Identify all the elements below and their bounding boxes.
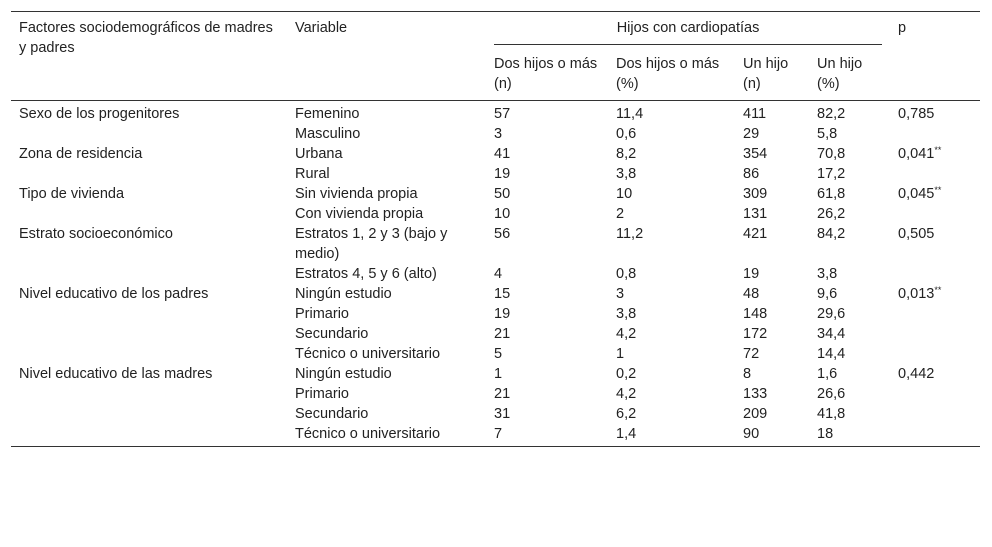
cell-v2: 3,8 (616, 306, 637, 322)
cell-v2: 0,6 (616, 126, 637, 142)
cell-v4: 70,8 (817, 146, 846, 162)
cell-v4: 26,2 (817, 206, 846, 222)
cell-variable: Primario (295, 306, 349, 322)
cell-p (890, 344, 980, 364)
table-body (11, 101, 980, 447)
cell-p (890, 264, 980, 284)
cell-variable: Sin vivienda propia (295, 186, 418, 202)
cell-v1: 56 (494, 226, 511, 242)
cell-v1: 10 (494, 206, 511, 222)
cell-v2: 10 (616, 186, 633, 202)
cell-v3: 148 (743, 306, 768, 322)
cell-v2: 8,2 (616, 146, 637, 162)
cell-v2: 2 (616, 206, 625, 222)
cell-v1: 57 (494, 106, 511, 122)
cell-variable: Ningún estudio (295, 286, 392, 302)
cell-v1: 21 (494, 326, 511, 342)
cell-variable: Femenino (295, 106, 360, 122)
cell-v4: 61,8 (817, 186, 846, 202)
cell-factor (11, 204, 287, 224)
table-row (11, 124, 980, 144)
cell-v3: 90 (743, 426, 760, 442)
table-row (11, 324, 980, 344)
cell-v1: 21 (494, 386, 511, 402)
cell-variable: Masculino (295, 126, 361, 142)
cell-p (890, 324, 980, 344)
table-row (11, 424, 980, 447)
sociodemographic-table (11, 11, 980, 447)
cell-v2: 3,8 (616, 166, 637, 182)
cell-variable: Ningún estudio (295, 366, 392, 382)
cell-p (890, 404, 980, 424)
cell-v1: 50 (494, 186, 511, 202)
cell-variable: Secundario (295, 326, 369, 342)
cell-variable: Estratos 1, 2 y 3 (bajo y medio) (295, 226, 448, 262)
table-row (11, 344, 980, 364)
cell-factor (11, 264, 287, 284)
cell-v4: 84,2 (817, 226, 846, 242)
cell-p (890, 164, 980, 184)
cell-v4: 3,8 (817, 266, 838, 282)
p-value: 0,785 (898, 106, 935, 122)
header-variable: Variable (295, 20, 348, 36)
cell-factor: Sexo de los progenitores (19, 106, 180, 122)
cell-factor: Nivel educativo de las madres (19, 366, 213, 382)
cell-v2: 1,4 (616, 426, 637, 442)
table-row (11, 264, 980, 284)
cell-p (890, 424, 980, 447)
data-table-container (11, 11, 980, 447)
cell-v2: 4,2 (616, 386, 637, 402)
cell-p (890, 384, 980, 404)
cell-factor (11, 344, 287, 364)
cell-factor (11, 404, 287, 424)
cell-variable: Estratos 4, 5 y 6 (alto) (295, 266, 437, 282)
p-value: 0,505 (898, 226, 935, 242)
header-sub-2: Dos hijos o más (%) (616, 56, 720, 92)
cell-p (890, 184, 980, 204)
cell-p (890, 284, 980, 304)
cell-variable: Técnico o universitario (295, 426, 441, 442)
header-sub-3: Un hijo (n) (743, 56, 789, 92)
cell-factor (11, 164, 287, 184)
cell-v1: 3 (494, 126, 503, 142)
header-group-label: Hijos con cardiopatías (494, 18, 882, 45)
table-row (11, 284, 980, 304)
cell-v4: 29,6 (817, 306, 846, 322)
table-row (11, 164, 980, 184)
cell-variable: Con vivienda propia (295, 206, 424, 222)
header-group (486, 12, 890, 52)
cell-v3: 411 (743, 106, 767, 122)
cell-v3: 19 (743, 266, 760, 282)
cell-v4: 14,4 (817, 346, 846, 362)
cell-factor (11, 124, 287, 144)
table-row (11, 204, 980, 224)
cell-v1: 5 (494, 346, 503, 362)
cell-v1: 15 (494, 286, 511, 302)
cell-variable: Primario (295, 386, 349, 402)
cell-v4: 18 (817, 426, 834, 442)
cell-variable: Urbana (295, 146, 343, 162)
cell-v3: 421 (743, 226, 768, 242)
cell-factor (11, 304, 287, 324)
table-row (11, 101, 980, 125)
cell-v1: 19 (494, 306, 511, 322)
cell-v3: 86 (743, 166, 760, 182)
table-row (11, 404, 980, 424)
cell-v1: 31 (494, 406, 511, 422)
significance-mark: ** (934, 145, 942, 155)
table-row (11, 144, 980, 164)
cell-v3: 48 (743, 286, 760, 302)
table-row (11, 224, 980, 264)
table-row (11, 364, 980, 384)
cell-v1: 1 (494, 366, 503, 382)
cell-v3: 172 (743, 326, 768, 342)
table-row (11, 384, 980, 404)
cell-v4: 17,2 (817, 166, 846, 182)
cell-v4: 5,8 (817, 126, 838, 142)
cell-factor (11, 324, 287, 344)
cell-v1: 7 (494, 426, 503, 442)
cell-v4: 34,4 (817, 326, 846, 342)
cell-factor: Nivel educativo de los padres (19, 286, 209, 302)
cell-v4: 1,6 (817, 366, 838, 382)
header-sub-4: Un hijo (%) (817, 56, 863, 92)
cell-v4: 41,8 (817, 406, 846, 422)
cell-v3: 133 (743, 386, 768, 402)
cell-variable: Técnico o universitario (295, 346, 441, 362)
cell-v2: 1 (616, 346, 625, 362)
cell-v1: 19 (494, 166, 511, 182)
cell-v2: 3 (616, 286, 625, 302)
cell-v3: 309 (743, 186, 768, 202)
cell-v4: 26,6 (817, 386, 846, 402)
significance-mark: ** (934, 185, 942, 195)
cell-v3: 8 (743, 366, 752, 382)
table-row (11, 304, 980, 324)
cell-p (890, 204, 980, 224)
cell-p (890, 101, 980, 125)
cell-factor: Zona de residencia (19, 146, 143, 162)
cell-factor: Estrato socioeconómico (19, 226, 173, 242)
cell-v2: 0,8 (616, 266, 637, 282)
cell-p (890, 144, 980, 164)
cell-factor (11, 424, 287, 447)
cell-p (890, 364, 980, 384)
cell-p (890, 304, 980, 324)
p-value: 0,045 (898, 186, 935, 202)
cell-v2: 4,2 (616, 326, 637, 342)
header-sub-1: Dos hijos o más (n) (494, 56, 598, 92)
cell-v4: 82,2 (817, 106, 846, 122)
cell-v3: 131 (743, 206, 768, 222)
cell-p (890, 224, 980, 264)
cell-v2: 11,4 (616, 106, 644, 122)
cell-v2: 6,2 (616, 406, 637, 422)
cell-v3: 209 (743, 406, 768, 422)
cell-v2: 0,2 (616, 366, 637, 382)
header-factor: Factores sociodemográficos de madres y padres (19, 20, 273, 56)
cell-v3: 29 (743, 126, 760, 142)
cell-factor (11, 384, 287, 404)
p-value: 0,442 (898, 366, 935, 382)
cell-variable: Rural (295, 166, 330, 182)
cell-factor: Tipo de vivienda (19, 186, 125, 202)
cell-v3: 354 (743, 146, 768, 162)
cell-v4: 9,6 (817, 286, 838, 302)
cell-v2: 11,2 (616, 226, 644, 242)
cell-variable: Secundario (295, 406, 369, 422)
p-value: 0,013 (898, 286, 935, 302)
cell-p (890, 124, 980, 144)
table-row (11, 184, 980, 204)
table-header (11, 12, 980, 101)
header-p: p (898, 20, 907, 36)
p-value: 0,041 (898, 146, 935, 162)
cell-v3: 72 (743, 346, 760, 362)
significance-mark: ** (934, 285, 942, 295)
cell-v1: 41 (494, 146, 511, 162)
cell-v1: 4 (494, 266, 503, 282)
